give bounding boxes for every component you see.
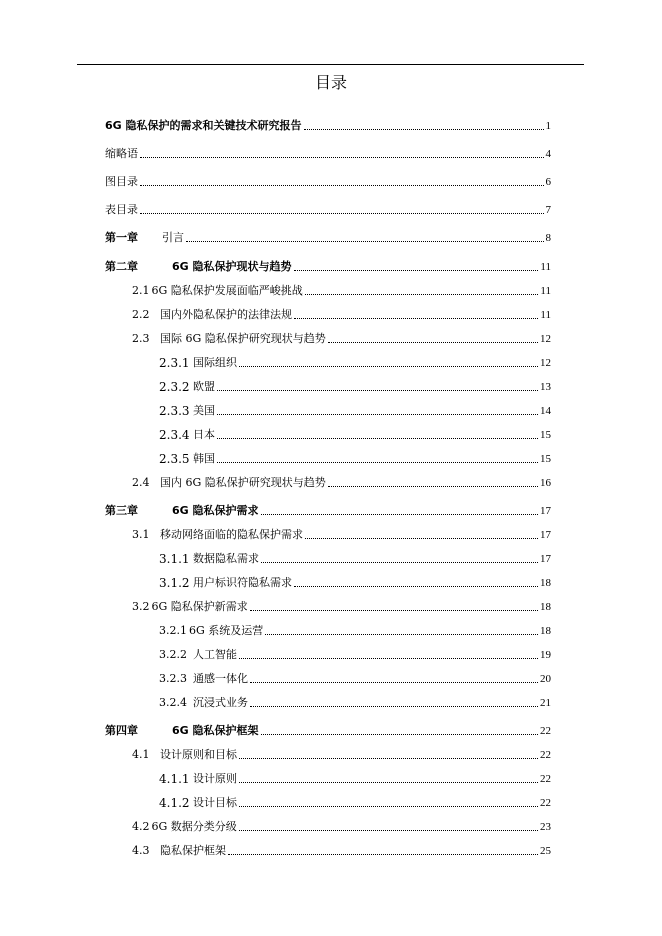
- toc-entry-text: 用户标识符隐私需求: [193, 576, 292, 589]
- toc-entry-number: 2.1: [132, 284, 150, 297]
- toc-leader-dots: [265, 634, 538, 635]
- toc-entry-text: 6G 隐私保护现状与趋势: [172, 260, 292, 273]
- toc-entry-text: 6G 系统及运营: [189, 624, 264, 637]
- toc-entry-page: 22: [540, 797, 551, 809]
- toc-entry-text: 韩国: [193, 452, 215, 465]
- toc-entry-page: 4: [545, 148, 551, 160]
- toc-leader-dots: [250, 610, 538, 611]
- toc-entry-text: 设计原则和目标: [160, 748, 237, 761]
- toc-entry-section-3-1-1[interactable]: [159, 550, 551, 566]
- toc-leader-dots: [261, 562, 538, 563]
- toc-entry-number: 3.1.2: [159, 576, 190, 590]
- toc-leader-dots: [140, 185, 544, 186]
- toc-entry-tables[interactable]: [105, 201, 551, 217]
- toc-entry-number: 3.2.3: [159, 672, 187, 685]
- toc-entry-page: 16: [540, 477, 551, 489]
- toc-entry-section-2-3-4[interactable]: [159, 426, 551, 442]
- toc-entry-number: 2.3.1: [159, 356, 190, 370]
- toc-leader-dots: [328, 486, 538, 487]
- toc-entry-text: 6G 隐私保护需求: [172, 504, 259, 517]
- toc-entry-report-title[interactable]: [105, 117, 551, 133]
- toc-entry-number: 2.3.2: [159, 380, 190, 394]
- toc-entry-section-2-3-1[interactable]: [159, 354, 551, 370]
- toc-entry-page: 22: [540, 773, 551, 785]
- toc-entry-number: 3.2.4: [159, 696, 187, 709]
- toc-entry-text: 6G 隐私保护发展面临严峻挑战: [151, 284, 303, 297]
- toc-entry-page: 20: [540, 673, 551, 685]
- toc-entry-number: 第三章: [105, 504, 138, 517]
- toc-entry-number: 2.3.3: [159, 404, 190, 418]
- toc-entry-section-3-1-2[interactable]: [159, 574, 551, 590]
- toc-entry-number: 第一章: [105, 231, 138, 244]
- toc-entry-number: 3.1: [132, 528, 150, 541]
- toc-leader-dots: [217, 462, 538, 463]
- toc-leader-dots: [294, 270, 539, 271]
- toc-entry-number: 3.2.1: [159, 624, 187, 637]
- toc-entry-number: 2.4: [132, 476, 150, 489]
- toc-leader-dots: [239, 782, 538, 783]
- toc-entry-chapter-3[interactable]: [105, 502, 551, 518]
- toc-entry-page: 13: [540, 381, 551, 393]
- toc-entry-page: 15: [540, 453, 551, 465]
- toc-entry-page: 7: [545, 204, 551, 216]
- toc-entry-page: 22: [540, 725, 551, 737]
- toc-entry-number: 2.3.5: [159, 452, 190, 466]
- toc-entry-page: 11: [540, 309, 551, 321]
- toc-entry-page: 6: [545, 176, 551, 188]
- toc-entry-page: 23: [540, 821, 551, 833]
- toc-leader-dots: [250, 706, 538, 707]
- toc-entry-page: 14: [540, 405, 551, 417]
- toc-entry-text: 国内 6G 隐私保护研究现状与趋势: [160, 476, 326, 489]
- toc-entry-section-3-2-2[interactable]: [159, 646, 551, 662]
- toc-leader-dots: [261, 514, 538, 515]
- toc-entry-text: 6G 数据分类分级: [151, 820, 237, 833]
- toc-entry-text: 引言: [162, 231, 184, 244]
- toc-entry-text: 隐私保护框架: [160, 844, 226, 857]
- toc-entry-page: 17: [540, 505, 551, 517]
- toc-entry-text: 国内外隐私保护的法律法规: [160, 308, 292, 321]
- toc-entry-page: 25: [540, 845, 551, 857]
- toc-entry-page: 22: [540, 749, 551, 761]
- page-title: 目录: [314, 73, 347, 92]
- toc-leader-dots: [304, 129, 544, 130]
- toc-entry-text: 国际 6G 隐私保护研究现状与趋势: [160, 332, 326, 345]
- toc-entry-number: 第四章: [105, 724, 138, 737]
- toc-entry-text: 国际组织: [193, 356, 237, 369]
- toc-entry-section-3-2-3[interactable]: [159, 670, 551, 686]
- toc-entry-page: 1: [545, 120, 551, 132]
- toc-leader-dots: [239, 806, 538, 807]
- toc-leader-dots: [294, 318, 538, 319]
- toc-entry-section-4-1[interactable]: [132, 746, 551, 762]
- toc-entry-page: 17: [540, 529, 551, 541]
- toc-entry-text: 移动网络面临的隐私保护需求: [160, 528, 303, 541]
- toc-entry-text: 日本: [193, 428, 215, 441]
- toc-entry-number: 3.2.2: [159, 648, 187, 661]
- toc-entry-page: 11: [540, 261, 551, 273]
- toc-leader-dots: [305, 294, 539, 295]
- toc-leader-dots: [250, 682, 538, 683]
- toc-entry-number: 4.1: [132, 748, 150, 761]
- toc-leader-dots: [328, 342, 538, 343]
- toc-leader-dots: [217, 414, 538, 415]
- toc-entry-text: 设计原则: [193, 772, 237, 785]
- toc-entry-text: 数据隐私需求: [193, 552, 259, 565]
- toc-entry-section-2-3-5[interactable]: [159, 450, 551, 466]
- toc-entry-text: 图目录: [105, 175, 138, 188]
- toc-entry-number: 2.2: [132, 308, 150, 321]
- toc-entry-section-4-1-2[interactable]: [159, 794, 551, 810]
- toc-entry-text: 沉浸式业务: [193, 696, 248, 709]
- toc-leader-dots: [186, 241, 544, 242]
- toc-entry-number: 4.1.2: [159, 796, 190, 810]
- toc-leader-dots: [294, 586, 538, 587]
- toc-leader-dots: [261, 734, 538, 735]
- toc-entry-section-3-2-4[interactable]: [159, 694, 551, 710]
- toc-leader-dots: [140, 213, 544, 214]
- toc-entry-text: 表目录: [105, 203, 138, 216]
- toc-entry-page: 18: [540, 601, 551, 613]
- toc-entry-page: 18: [540, 577, 551, 589]
- toc-entry-page: 8: [545, 232, 551, 244]
- toc-entry-page: 19: [540, 649, 551, 661]
- toc-entry-number: 2.3.4: [159, 428, 190, 442]
- toc-entry-section-2-2[interactable]: [132, 306, 551, 322]
- toc-entry-section-4-1-1[interactable]: [159, 770, 551, 786]
- toc-entry-section-3-2-1[interactable]: [159, 622, 551, 638]
- toc-leader-dots: [140, 157, 544, 158]
- toc-entry-text: 6G 隐私保护的需求和关键技术研究报告: [105, 119, 302, 132]
- toc-entry-page: 17: [540, 553, 551, 565]
- toc-entry-text: 6G 隐私保护新需求: [151, 600, 248, 613]
- toc-entry-page: 12: [540, 357, 551, 369]
- toc-leader-dots: [239, 758, 538, 759]
- toc-entry-page: 12: [540, 333, 551, 345]
- toc-entry-section-2-4[interactable]: [132, 474, 551, 490]
- toc-entry-page: 18: [540, 625, 551, 637]
- toc-entry-figures[interactable]: [105, 173, 551, 189]
- toc-entry-number: 4.3: [132, 844, 150, 857]
- toc-entry-section-3-2[interactable]: [132, 598, 551, 614]
- toc-leader-dots: [228, 854, 538, 855]
- toc-leader-dots: [239, 366, 538, 367]
- toc-entry-number: 2.3: [132, 332, 150, 345]
- toc-leader-dots: [239, 830, 538, 831]
- toc-entry-page: 21: [540, 697, 551, 709]
- toc-entry-text: 设计目标: [193, 796, 237, 809]
- toc-leader-dots: [239, 658, 538, 659]
- toc-entry-number: 4.1.1: [159, 772, 190, 786]
- toc-leader-dots: [217, 438, 538, 439]
- toc-entry-section-4-2[interactable]: [132, 818, 551, 834]
- toc-entry-number: 4.2: [132, 820, 150, 833]
- toc-entry-page: 15: [540, 429, 551, 441]
- toc-entry-chapter-1[interactable]: [105, 229, 551, 245]
- toc-entry-text: 通感一体化: [193, 672, 248, 685]
- toc-entry-chapter-4[interactable]: [105, 722, 551, 738]
- toc-entry-page: 11: [540, 285, 551, 297]
- toc-entry-text: 缩略语: [105, 147, 138, 160]
- toc-entry-section-2-3[interactable]: [132, 330, 551, 346]
- toc-entry-text: 6G 隐私保护框架: [172, 724, 259, 737]
- toc-entry-number: 3.1.1: [159, 552, 190, 566]
- toc-entry-text: 美国: [193, 404, 215, 417]
- toc-entry-abbreviations[interactable]: [105, 145, 551, 161]
- toc-entry-section-2-3-3[interactable]: [159, 402, 551, 418]
- toc-leader-dots: [217, 390, 538, 391]
- toc-entry-text: 人工智能: [193, 648, 237, 661]
- toc-entry-number: 第二章: [105, 260, 138, 273]
- toc-leader-dots: [305, 538, 538, 539]
- toc-entry-section-2-3-2[interactable]: [159, 378, 551, 394]
- toc-entry-number: 3.2: [132, 600, 150, 613]
- toc-entry-text: 欧盟: [193, 380, 215, 393]
- toc-entry-section-2-1[interactable]: [132, 282, 551, 298]
- toc-entry-section-3-1[interactable]: [132, 526, 551, 542]
- toc-entry-chapter-2[interactable]: [105, 258, 551, 274]
- toc-entry-section-4-3[interactable]: [132, 842, 551, 858]
